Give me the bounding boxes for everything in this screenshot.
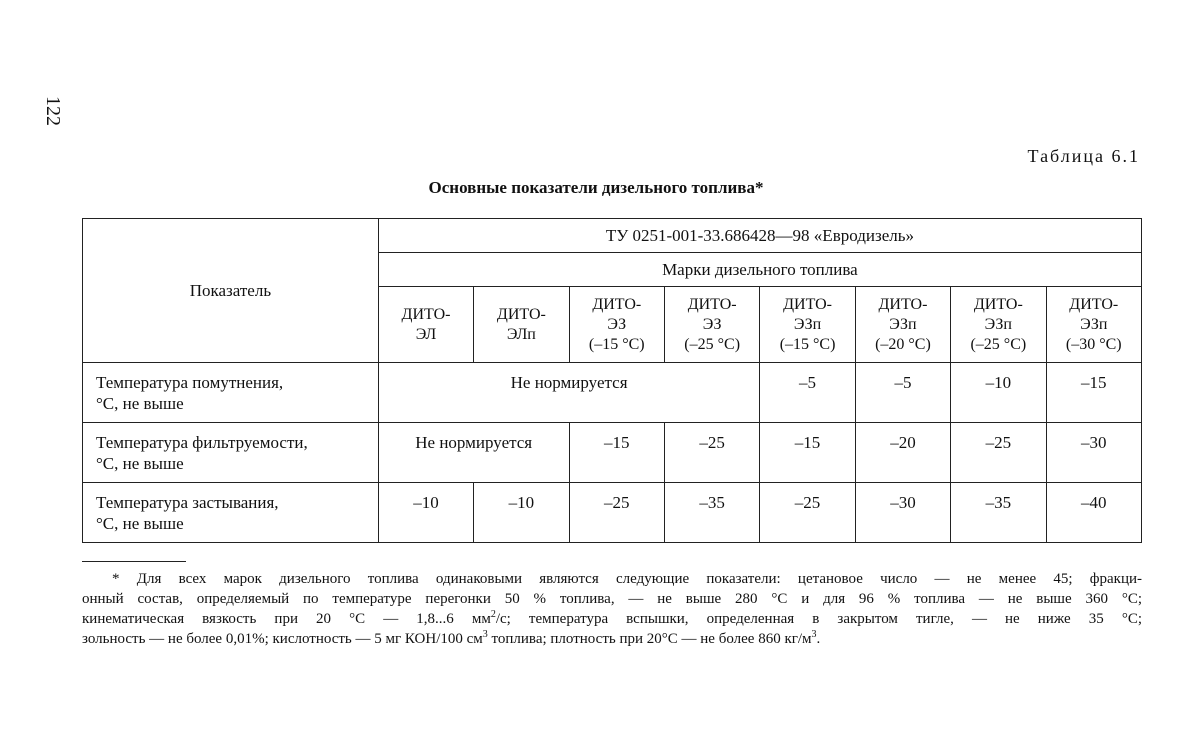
table-cell: –10 bbox=[474, 483, 569, 543]
table-row-filterability bbox=[83, 423, 1142, 483]
row-label: Температура помутнения, °С, не выше bbox=[83, 363, 379, 423]
table-cell: –30 bbox=[855, 483, 950, 543]
footnote bbox=[82, 569, 1142, 649]
table-row-cloud-point bbox=[83, 363, 1142, 423]
grade-header: ДИТО- ЭЗп (–30 °С) bbox=[1046, 287, 1141, 363]
grade-header: ДИТО- ЭЗп (–25 °С) bbox=[951, 287, 1046, 363]
row-label: Температура застывания, °С, не выше bbox=[83, 483, 379, 543]
header-indicator: Показатель bbox=[83, 219, 379, 363]
table-cell: –15 bbox=[760, 423, 855, 483]
table-cell: –5 bbox=[760, 363, 855, 423]
table-row-pour-point bbox=[83, 483, 1142, 543]
table-cell: –35 bbox=[664, 483, 759, 543]
table-cell: –10 bbox=[378, 483, 473, 543]
grade-header: ДИТО- ЭЗ (–25 °С) bbox=[664, 287, 759, 363]
table-cell: –35 bbox=[951, 483, 1046, 543]
footnote-line: онный состав, определяемый по температуре перегонки 50 % топлива, — не выше 280 °С и для 96 % топлива — не выше 360 °С; bbox=[82, 591, 1142, 607]
page-number: 122 bbox=[42, 96, 64, 126]
table-cell: –15 bbox=[569, 423, 664, 483]
grade-header: ДИТО- ЭЗп (–20 °С) bbox=[855, 287, 950, 363]
footnote-line: кинематическая вязкость при 20 °С — 1,8...6 $мм^2/с$; температура вспышки, определенная в закрытом тигле, — не ниже 35 °С; bbox=[82, 609, 1142, 627]
grade-header: ДИТО- ЭЛ bbox=[378, 287, 473, 363]
row-label: Температура фильтруемости, °С, не выше bbox=[83, 423, 379, 483]
diesel-fuel-table bbox=[82, 218, 1142, 543]
not-normed-cell: Не нормируется bbox=[378, 363, 760, 423]
grade-header: ДИТО- ЭЗп (–15 °С) bbox=[760, 287, 855, 363]
table-cell: –5 bbox=[855, 363, 950, 423]
header-standard: ТУ 0251-001-33.686428—98 «Евродизель» bbox=[378, 219, 1141, 253]
not-normed-cell: Не нормируется bbox=[378, 423, 569, 483]
table-cell: –25 bbox=[664, 423, 759, 483]
table-cell: –15 bbox=[1046, 363, 1141, 423]
header-marks: Марки дизельного топлива bbox=[378, 253, 1141, 287]
table-label: Таблица 6.1 bbox=[1027, 146, 1140, 166]
footnote-line: зольность — не более 0,01%; кислотность — 5 мг КОН/100 $см^3$ топлива; плотность при 20°С — не более 860 $кг/м^3$. bbox=[82, 629, 821, 647]
table-title: Основные показатели дизельного топлива* bbox=[428, 178, 764, 197]
table-cell: –30 bbox=[1046, 423, 1141, 483]
table-cell: –25 bbox=[951, 423, 1046, 483]
footnote-line: * Для всех марок дизельного топлива одинаковыми являются следующие показатели: цетановое число — не менее 45; фракци- bbox=[112, 571, 1142, 587]
footnote-divider bbox=[82, 561, 186, 562]
grade-header: ДИТО- ЭЗ (–15 °С) bbox=[569, 287, 664, 363]
table-cell: –25 bbox=[569, 483, 664, 543]
grade-header: ДИТО- ЭЛп bbox=[474, 287, 569, 363]
table-cell: –20 bbox=[855, 423, 950, 483]
table-cell: –40 bbox=[1046, 483, 1141, 543]
table-cell: –10 bbox=[951, 363, 1046, 423]
table-cell: –25 bbox=[760, 483, 855, 543]
